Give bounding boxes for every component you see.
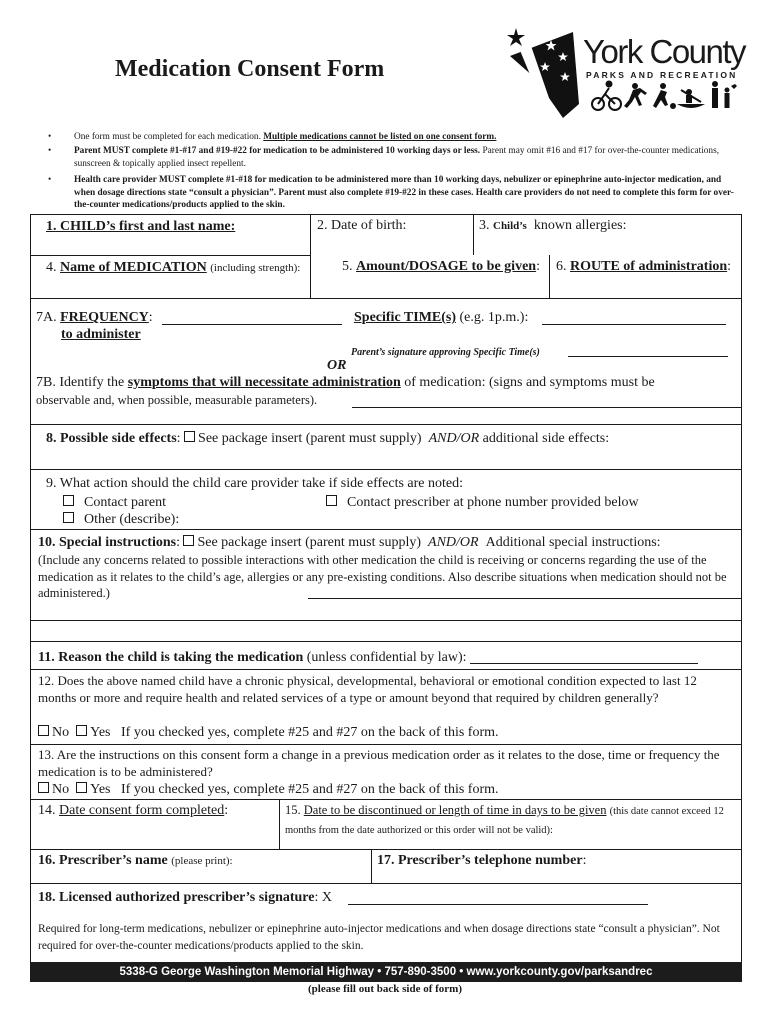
rule bbox=[371, 849, 372, 883]
instruction-2-bold: Parent MUST complete #1-#17 and #19-#22 for medication to be administered 10 working days or less. bbox=[74, 146, 481, 156]
bullet: • bbox=[48, 132, 52, 142]
or-divider: OR bbox=[327, 358, 347, 373]
field-13-answers[interactable]: No Yes If you checked yes, complete #25 and #27 on the back of this form. bbox=[38, 781, 499, 798]
signature-line[interactable] bbox=[348, 904, 648, 905]
field-10-special-instructions[interactable]: 10. Special instructions: See package insert (parent must supply) AND/OR Additional special instructions: bbox=[38, 535, 661, 550]
form-grid bbox=[30, 214, 742, 962]
rule bbox=[30, 849, 742, 850]
parent-signature-label: Parent’s signature approving Specific Time(s) bbox=[351, 347, 540, 358]
soccer-player-icon bbox=[653, 83, 676, 109]
package-insert-checkbox[interactable] bbox=[184, 431, 195, 442]
chronic-no-checkbox[interactable] bbox=[38, 725, 49, 736]
frequency-line[interactable] bbox=[162, 324, 342, 325]
star-icon bbox=[507, 28, 525, 46]
field-16-prescriber-name[interactable]: 16. Prescriber’s name (please print): bbox=[38, 853, 233, 868]
rule bbox=[30, 529, 742, 530]
contact-parent-checkbox[interactable] bbox=[63, 495, 74, 506]
rule bbox=[30, 799, 742, 800]
logo-name: York County bbox=[583, 33, 746, 70]
contact-prescriber-option[interactable]: Contact prescriber at phone number provided below bbox=[326, 494, 639, 511]
field-8-side-effects[interactable]: 8. Possible side effects: See package insert (parent must supply) AND/OR additional side effects: bbox=[46, 431, 610, 446]
field-10-details: (Include any concerns related to possible interactions with other medication the child is receiving or concerns regarding the use of the medication as it relates to the child’s age, allergies or any pre-existing conditions. Also describe situations when medication should not be administered.) bbox=[38, 553, 727, 600]
rule bbox=[30, 744, 742, 745]
rule bbox=[30, 298, 742, 299]
field-7b-line2: observable and, when possible, measurable parameters). bbox=[36, 393, 318, 407]
bullet: • bbox=[48, 175, 52, 185]
chronic-yes-checkbox[interactable] bbox=[76, 725, 87, 736]
field-11-reason[interactable]: 11. Reason the child is taking the medication (unless confidential by law): bbox=[38, 650, 467, 665]
family-icon bbox=[712, 81, 737, 108]
rule bbox=[30, 255, 310, 256]
rule bbox=[549, 255, 550, 298]
field-18-signature[interactable]: 18. Licensed authorized prescriber’s signature: X bbox=[38, 890, 332, 905]
logo-subtitle: PARKS AND RECREATION bbox=[586, 70, 738, 80]
field-12-answers[interactable]: No Yes If you checked yes, complete #25 and #27 on the back of this form. bbox=[38, 724, 499, 741]
instruction-3-bold: Health care provider MUST complete #1-#18 for medication to be administered more than 10 working days, nebulizer or epinephrine auto-injector medication, and when dosage directions state “consult a physician”. Parent must also complete #19-#22 in these cases. Health care providers do not need to complete this form for over-the-counter medications/products applied to the skin. bbox=[74, 175, 734, 211]
reason-line[interactable] bbox=[470, 663, 698, 664]
field-4-medication[interactable]: 4. Name of MEDICATION (including strength): bbox=[46, 260, 301, 275]
field-5-dosage[interactable]: 5. Amount/DOSAGE to be given: bbox=[342, 259, 540, 274]
field-18-note: Required for long-term medications, nebulizer or epinephrine auto-injector medications and when dosage directions state “consult a physician”. Not required for over-the-counter medications/products applied to the skin. bbox=[38, 923, 720, 952]
field-13-question: 13. Are the instructions on this consent form a change in a previous medication order as it relates to the dose, time or frequency the medication is to be administered? bbox=[38, 747, 720, 779]
special-instructions-line[interactable] bbox=[308, 598, 741, 599]
contact-parent-option[interactable]: Contact parent bbox=[63, 494, 166, 511]
cyclist-icon bbox=[592, 82, 621, 111]
field-3-allergies[interactable]: 3. Child’s known allergies: bbox=[479, 218, 627, 233]
instruction-2 bbox=[74, 145, 734, 170]
specific-time-line[interactable] bbox=[542, 324, 726, 325]
kayaker-icon bbox=[677, 89, 705, 108]
page-title: Medication Consent Form bbox=[115, 56, 385, 82]
field-1-child-name[interactable]: 1. CHILD’s first and last name: bbox=[46, 219, 236, 234]
rule bbox=[30, 469, 742, 470]
footer-note: (please fill out back side of form) bbox=[308, 983, 462, 995]
other-option[interactable]: Other (describe): bbox=[63, 511, 179, 528]
parent-signature-line[interactable] bbox=[568, 356, 728, 357]
change-yes-checkbox[interactable] bbox=[76, 782, 87, 793]
field-7a-frequency[interactable]: 7A. FREQUENCY: bbox=[36, 310, 153, 325]
field-12-question: 12. Does the above named child have a chronic physical, developmental, behavioral or emotional condition expected to last 12 months or more and require health and related services of a type or amount beyond that required by children generally? bbox=[38, 673, 697, 705]
instruction-1-bold: Multiple medications cannot be listed on one consent form. bbox=[263, 132, 497, 142]
rule bbox=[310, 214, 311, 298]
footer-address: 5338-G George Washington Memorial Highway • 757-890-3500 • www.yorkcounty.gov/parksandrec bbox=[30, 962, 742, 982]
rule bbox=[30, 669, 742, 670]
field-9-question: 9. What action should the child care provider take if side effects are noted: bbox=[46, 476, 463, 491]
instruction-1-plain: One form must be completed for each medication. bbox=[74, 132, 264, 142]
symptoms-line[interactable] bbox=[352, 407, 741, 408]
field-14-date-completed[interactable]: 14. Date consent form completed: bbox=[38, 803, 229, 818]
field-6-route[interactable]: 6. ROUTE of administration: bbox=[556, 259, 732, 274]
instruction-2-plain: Parent may omit #16 and #17 for over-the-counter medications, sunscreen & topically applied insect repellent. bbox=[74, 146, 720, 169]
rule bbox=[279, 799, 280, 849]
field-7a-specific-time[interactable]: Specific TIME(s) (e.g. 1p.m.): bbox=[354, 310, 529, 325]
rule bbox=[30, 641, 742, 642]
rule bbox=[30, 883, 742, 884]
field-7a-administer: to administer bbox=[61, 327, 141, 342]
special-package-insert-checkbox[interactable] bbox=[183, 535, 194, 546]
runner-icon bbox=[624, 83, 647, 108]
rule bbox=[30, 620, 742, 621]
field-7b-symptoms[interactable]: 7B. Identify the symptoms that will necessitate administration of medication: (signs and symptoms must be bbox=[36, 375, 655, 390]
field-15-discontinue-date[interactable]: 15. Date to be discontinued or length of time in days to be given (this date cannot exceed 12 months from the date authorized or this order will not be valid): bbox=[285, 803, 724, 836]
other-checkbox[interactable] bbox=[63, 512, 74, 523]
instruction-3 bbox=[74, 174, 734, 212]
instruction-1 bbox=[74, 131, 734, 144]
rule bbox=[30, 214, 742, 215]
rule bbox=[30, 424, 742, 425]
field-2-date-of-birth[interactable]: 2. Date of birth: bbox=[317, 218, 407, 233]
bullet: • bbox=[48, 146, 52, 156]
rule bbox=[473, 214, 474, 255]
change-no-checkbox[interactable] bbox=[38, 782, 49, 793]
contact-prescriber-checkbox[interactable] bbox=[326, 495, 337, 506]
field-17-prescriber-phone[interactable]: 17. Prescriber’s telephone number: bbox=[377, 853, 587, 868]
